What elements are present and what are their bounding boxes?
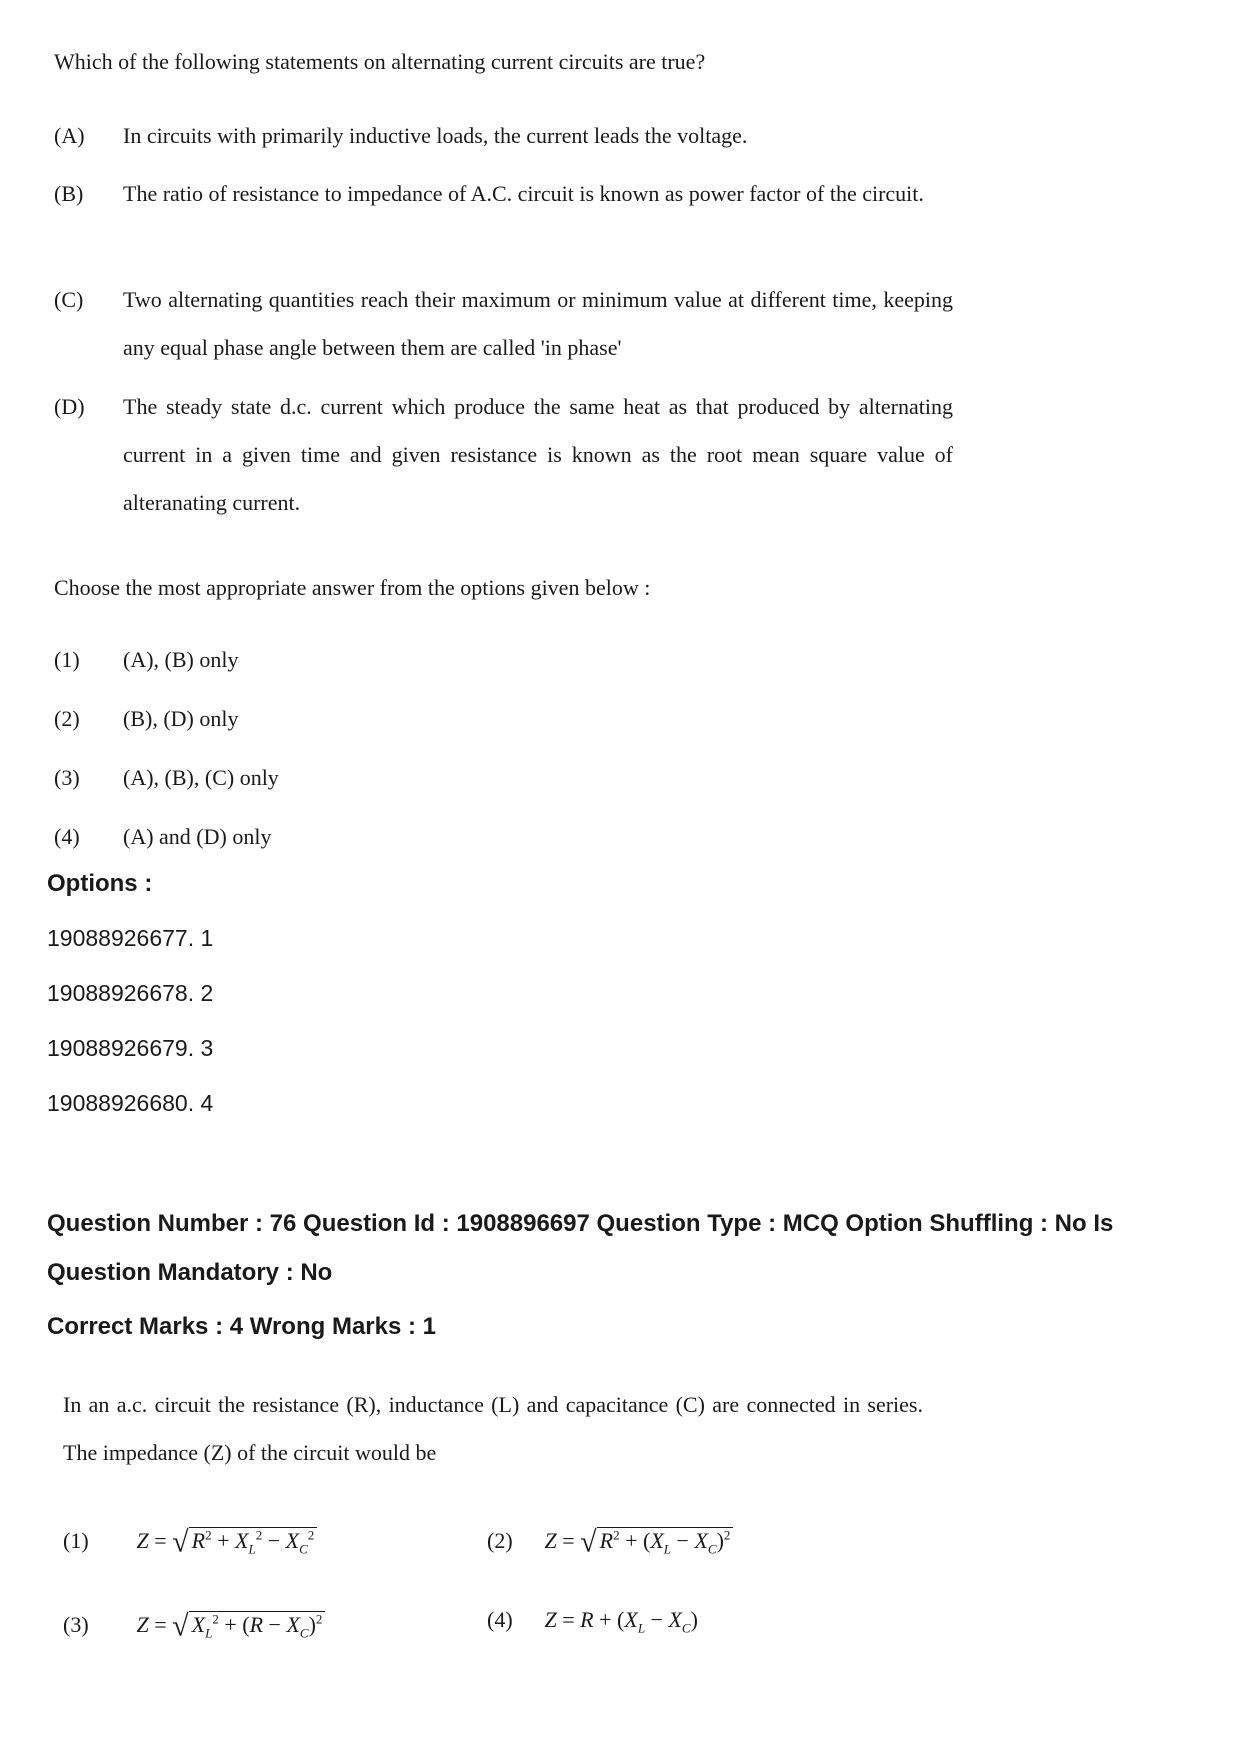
formula-4: $Z = R + (X_L - X_C)$ [544,1607,698,1636]
statement-text: The steady state d.c. current which produce the same heat as that produced by alternating current in a given time and given resistance is known as the root mean square value of alteranating current. [123,394,953,515]
choice-label: (1) [54,647,80,672]
formula-label: (1) [63,1528,89,1554]
meta-line-2: Question Mandatory : No [47,1259,333,1286]
formula-option-4 [487,1600,698,1648]
meta-line-1: Question Number : 76 Question Id : 1908896697 Question Type : MCQ Option Shuffling : No Is [47,1210,1114,1237]
statement-d [54,383,954,527]
formula-option-3 [63,1600,325,1654]
statement-c [54,276,954,372]
instruction-text: Choose the most appropriate answer from the options given below : [54,575,651,600]
marks-line: Correct Marks : 4 Wrong Marks : 1 [47,1313,437,1340]
formula-label: (2) [487,1528,513,1554]
formula-option-2 [487,1516,733,1570]
choice-text: (A), (B) only [123,647,239,672]
option-line-1: 19088926677. 1 [47,925,214,951]
option-line-3: 19088926679. 3 [47,1035,214,1061]
question-76-meta [47,1199,1227,1297]
question-75-text: Which of the following statements on alternating current circuits are true? [54,49,706,74]
statement-label: (A) [54,123,85,148]
option-line-2: 19088926678. 2 [47,980,214,1006]
statement-label: (C) [54,287,84,312]
formula-label: (4) [487,1607,513,1632]
options-heading: Options : [47,870,153,897]
option-line-4: 19088926680. 4 [47,1090,214,1116]
choice-text: (A), (B), (C) only [123,765,279,790]
formula-2: Z = √ $R^2 + (X_L - X_C)^2$ [545,1528,734,1553]
choice-4 [54,817,271,857]
statement-text: Two alternating quantities reach their maximum or minimum value at different time, keeping any equal phase angle between them are called 'in phase' [123,287,953,360]
statement-label: (B) [54,181,84,206]
choice-label: (3) [54,765,80,790]
statement-b [54,170,954,218]
formula-1: Z = √ $R^2 + X_L^2 - X_C^2$ [137,1528,318,1553]
choice-label: (2) [54,706,80,731]
formula-option-1 [63,1516,317,1570]
statement-label: (D) [54,394,85,419]
formula-label: (3) [63,1612,89,1638]
statement-a [54,112,954,160]
statement-text: In circuits with primarily inductive loads, the current leads the voltage. [123,123,748,148]
choice-label: (4) [54,824,80,849]
choice-text: (A) and (D) only [123,824,272,849]
choice-3 [54,758,279,798]
question-76-text: In an a.c. circuit the resistance (R), inductance (L) and capacitance (C) are connected in series. The impedance (Z) of the circuit would be [63,1392,923,1465]
statement-text: The ratio of resistance to impedance of A.C. circuit is known as power factor of the circuit. [123,181,924,206]
choice-2 [54,699,238,739]
choice-text: (B), (D) only [123,706,239,731]
formula-3: Z = √ $X_L^2 + (R - X_C)^2$ [137,1612,326,1637]
choice-1 [54,640,238,680]
